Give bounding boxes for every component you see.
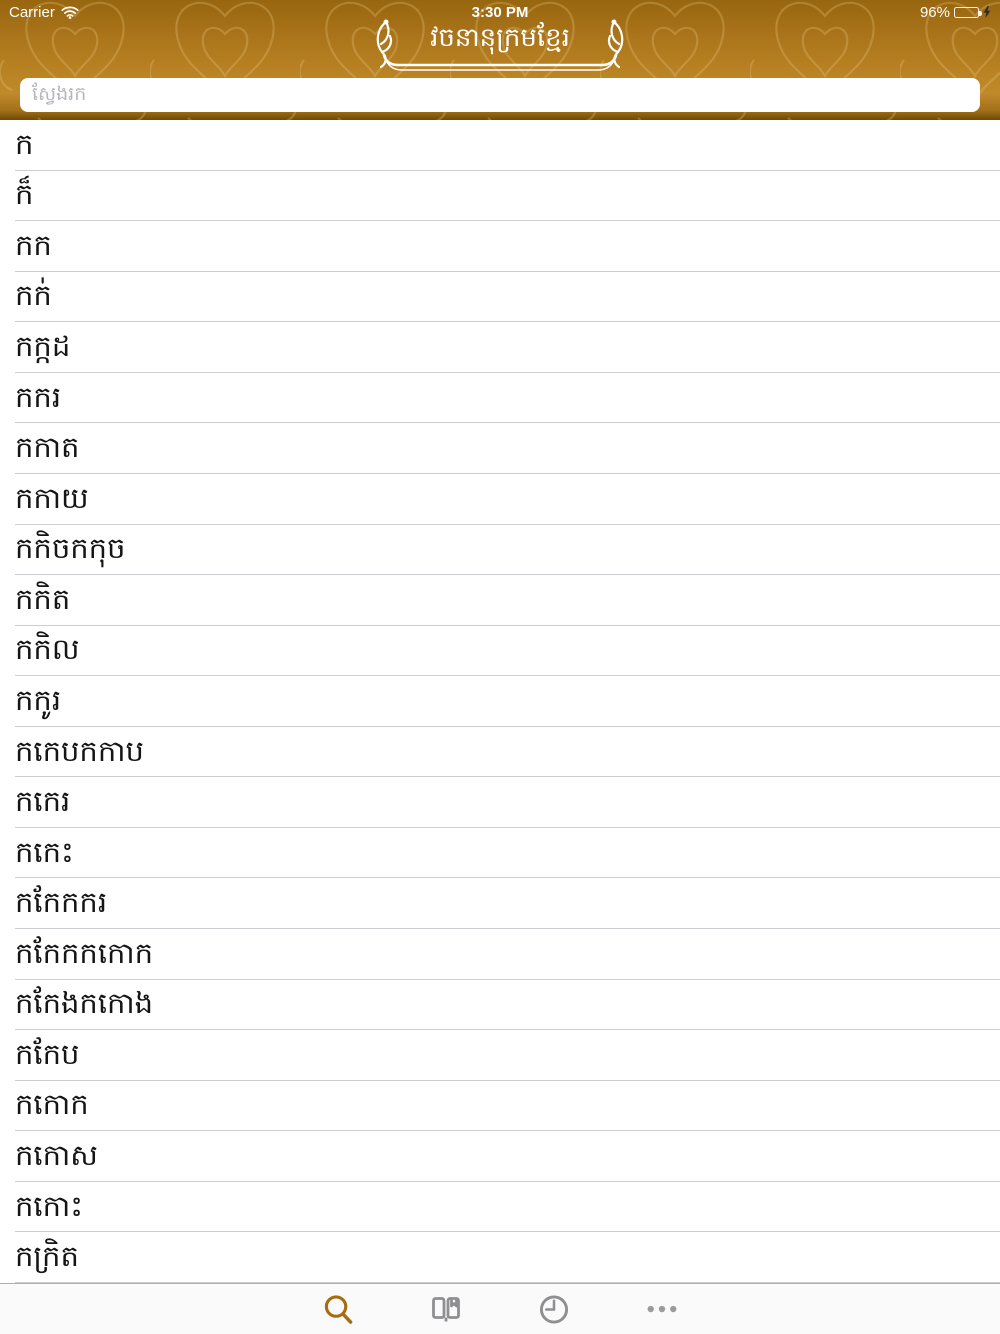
tab-dictionary[interactable] xyxy=(431,1292,461,1326)
list-item[interactable] xyxy=(0,221,1000,272)
battery-percent: 96% xyxy=(919,3,950,21)
word-list xyxy=(0,120,1000,1283)
list-item[interactable] xyxy=(0,272,1000,323)
list-item[interactable] xyxy=(0,322,1000,373)
list-item[interactable] xyxy=(0,727,1000,778)
word-label: កកែកករ xyxy=(15,887,108,920)
word-label: កកេះ xyxy=(15,836,74,869)
word-label: កកែប xyxy=(15,1038,80,1071)
list-item[interactable] xyxy=(0,120,1000,171)
search-bar xyxy=(20,78,980,112)
page-title: វចនានុក្រមខ្មែរ xyxy=(430,22,570,52)
list-item[interactable] xyxy=(0,575,1000,626)
list-item[interactable] xyxy=(0,878,1000,929)
word-label: កកេបកកាប xyxy=(15,735,144,768)
clock-icon xyxy=(539,1294,569,1325)
word-label: កកាយ xyxy=(15,482,89,515)
word-label: កក xyxy=(15,229,52,262)
tab-bar xyxy=(0,1283,1000,1334)
list-item[interactable] xyxy=(0,980,1000,1031)
clock-time: 3:30 PM xyxy=(471,3,529,21)
wifi-icon xyxy=(61,6,79,19)
word-label: កកែងកកោង xyxy=(15,988,154,1021)
word-label: ក៏ xyxy=(15,179,34,212)
word-label: កកាត xyxy=(15,432,80,465)
word-label: កកោះ xyxy=(15,1190,83,1223)
status-bar xyxy=(0,0,1000,24)
list-item[interactable] xyxy=(0,676,1000,727)
book-icon xyxy=(431,1295,461,1323)
word-label: កកិល xyxy=(15,634,80,667)
list-item[interactable] xyxy=(0,929,1000,980)
list-item[interactable] xyxy=(0,525,1000,576)
list-item[interactable] xyxy=(0,373,1000,424)
list-item[interactable] xyxy=(0,474,1000,525)
list-item[interactable] xyxy=(0,1182,1000,1233)
word-label: កកោក xyxy=(15,1089,89,1122)
word-label: កកែកកកោក xyxy=(15,937,154,970)
word-label: កករ xyxy=(15,381,62,414)
list-item[interactable] xyxy=(0,423,1000,474)
list-item[interactable] xyxy=(0,171,1000,222)
word-label: កក្រិត xyxy=(15,1241,79,1274)
word-label: កកូរ xyxy=(15,684,62,717)
search-input[interactable] xyxy=(20,78,980,112)
list-item[interactable] xyxy=(0,1081,1000,1132)
word-label: ក xyxy=(15,128,34,161)
search-icon xyxy=(323,1293,353,1325)
list-item[interactable] xyxy=(0,626,1000,677)
list-item[interactable] xyxy=(0,1030,1000,1081)
word-label: កក្កដ xyxy=(15,331,71,364)
word-label: កកិចកកុច xyxy=(15,533,126,566)
word-label: កក់ xyxy=(15,280,52,313)
word-label: កកេរ xyxy=(15,786,71,819)
word-label: កកោស xyxy=(15,1140,98,1173)
header xyxy=(0,0,1000,120)
tab-search[interactable] xyxy=(323,1292,353,1326)
carrier-label: Carrier xyxy=(9,3,55,21)
title-wrap xyxy=(0,19,1000,75)
list-item[interactable] xyxy=(0,777,1000,828)
word-label: កកិត xyxy=(15,583,71,616)
more-icon xyxy=(647,1305,677,1313)
battery-icon xyxy=(954,7,979,18)
tab-history[interactable] xyxy=(539,1292,569,1326)
list-item[interactable] xyxy=(0,1131,1000,1182)
charging-bolt-icon xyxy=(983,6,991,18)
list-item[interactable] xyxy=(0,1232,1000,1283)
tab-more[interactable] xyxy=(647,1292,677,1326)
list-item[interactable] xyxy=(0,828,1000,879)
